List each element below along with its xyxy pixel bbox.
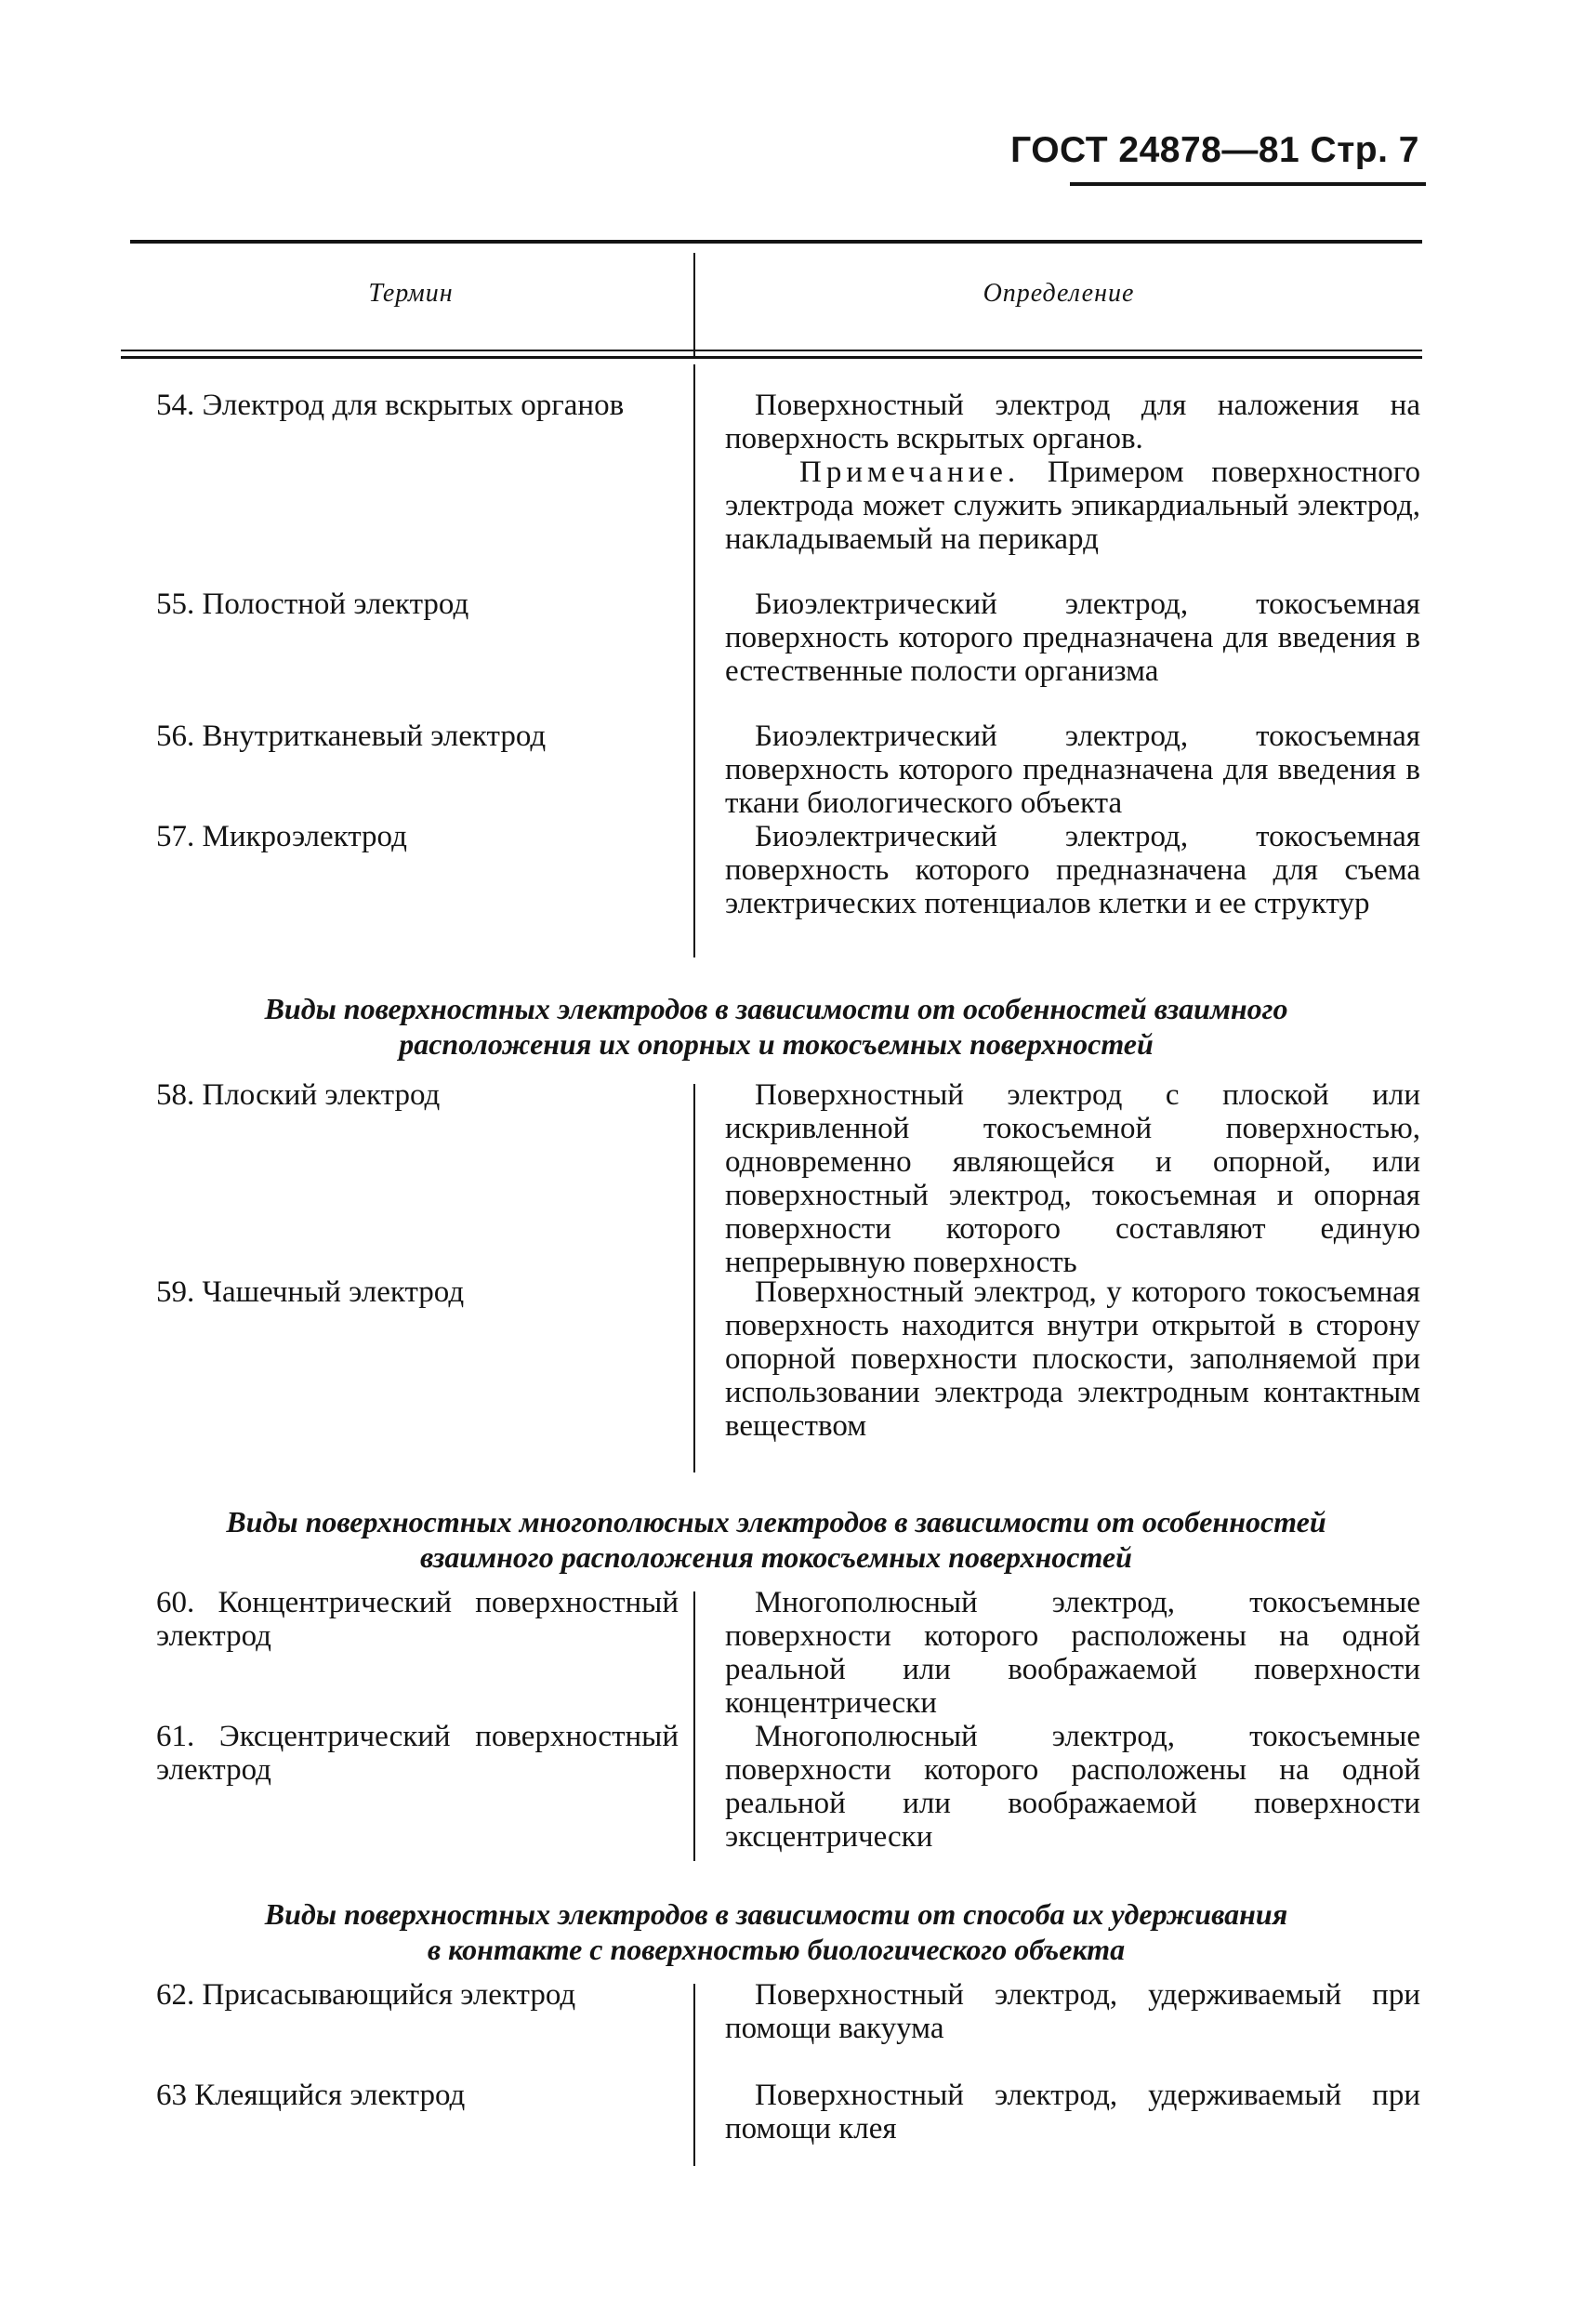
- note-label: Примечание.: [799, 456, 1021, 489]
- definition-55: Биоэлектрический электрод, токосъемная поверхность которого предназначена для введения в естественные полости организма: [725, 588, 1420, 688]
- header-rule-thin: [121, 350, 1422, 351]
- term-57: 57. Микроэлектрод: [156, 820, 407, 853]
- table-top-rule: [130, 240, 1422, 244]
- definition-62: Поверхностный электрод, удерживаемый при помощи вакуума: [725, 1978, 1420, 2045]
- section-title-2: Виды поверхностных многополюсных электродов в зависимости от особенностей взаимного расположения токосъемных поверхностей: [226, 1505, 1326, 1574]
- definition-61: Многополюсный электрод, токосъемные поверхности которого расположены на одной реальной или воображаемой поверхности эксцентрически: [725, 1720, 1420, 1854]
- section-title-1: Виды поверхностных электродов в зависимости от особенностей взаимного расположения их опорных и токосъемных поверхностей: [264, 992, 1288, 1061]
- column-divider: [693, 1084, 695, 1472]
- term-58: 58. Плоский электрод: [156, 1078, 441, 1112]
- term-59: 59. Чашечный электрод: [156, 1275, 465, 1309]
- term-61: 61. Эксцентрический поверхностный электрод: [156, 1720, 679, 1787]
- definition-58: Поверхностный электрод с плоской или искривленной токосъемной поверхностью, одновременно являющейся и опорной, или поверхностный электрод, токосъемная и опорная поверхности которого составляют единую непрерывную поверхность: [725, 1078, 1420, 1279]
- column-header-definition: Определение: [983, 279, 1135, 308]
- definition-54: Поверхностный электрод для наложения на поверхность вскрытых органов. Примечание. Примером поверхностного электрода может служить эпикардиальный электрод, накладываемый на перикард: [725, 389, 1420, 556]
- header-rule-thick: [121, 356, 1422, 359]
- header-divider: [693, 253, 695, 357]
- term-62: 62. Присасывающийся электрод: [156, 1978, 576, 2012]
- term-63: 63 Клеящийся электрод: [156, 2079, 466, 2112]
- page-header: ГОСТ 24878—81 Стр. 7: [1010, 130, 1419, 170]
- term-60: 60. Концентрический поверхностный электрод: [156, 1586, 679, 1653]
- term-54: 54. Электрод для вскрытых органов: [156, 389, 625, 422]
- term-55: 55. Полостной электрод: [156, 588, 469, 621]
- column-divider: [693, 364, 695, 957]
- column-divider: [693, 1984, 695, 2166]
- header-rule: [1070, 182, 1426, 186]
- column-divider: [693, 1591, 695, 1861]
- column-header-term: Термин: [368, 279, 454, 308]
- section-title-3: Виды поверхностных электродов в зависимости от способа их удерживания в контакте с поверхностью биологического объекта: [264, 1897, 1288, 1966]
- definition-59: Поверхностный электрод, у которого токосъемная поверхность находится внутри открытой в сторону опорной поверхности плоскости, заполняемой при использовании электрода электродным контактным веществом: [725, 1275, 1420, 1443]
- definition-57: Биоэлектрический электрод, токосъемная поверхность которого предназначена для съема электрических потенциалов клетки и ее структур: [725, 820, 1420, 920]
- term-56: 56. Внутритканевый электрод: [156, 720, 547, 753]
- definition-56: Биоэлектрический электрод, токосъемная поверхность которого предназначена для введения в ткани биологического объекта: [725, 720, 1420, 820]
- definition-60: Многополюсный электрод, токосъемные поверхности которого расположены на одной реальной или воображаемой поверхности концентрически: [725, 1586, 1420, 1720]
- definition-63: Поверхностный электрод, удерживаемый при помощи клея: [725, 2079, 1420, 2146]
